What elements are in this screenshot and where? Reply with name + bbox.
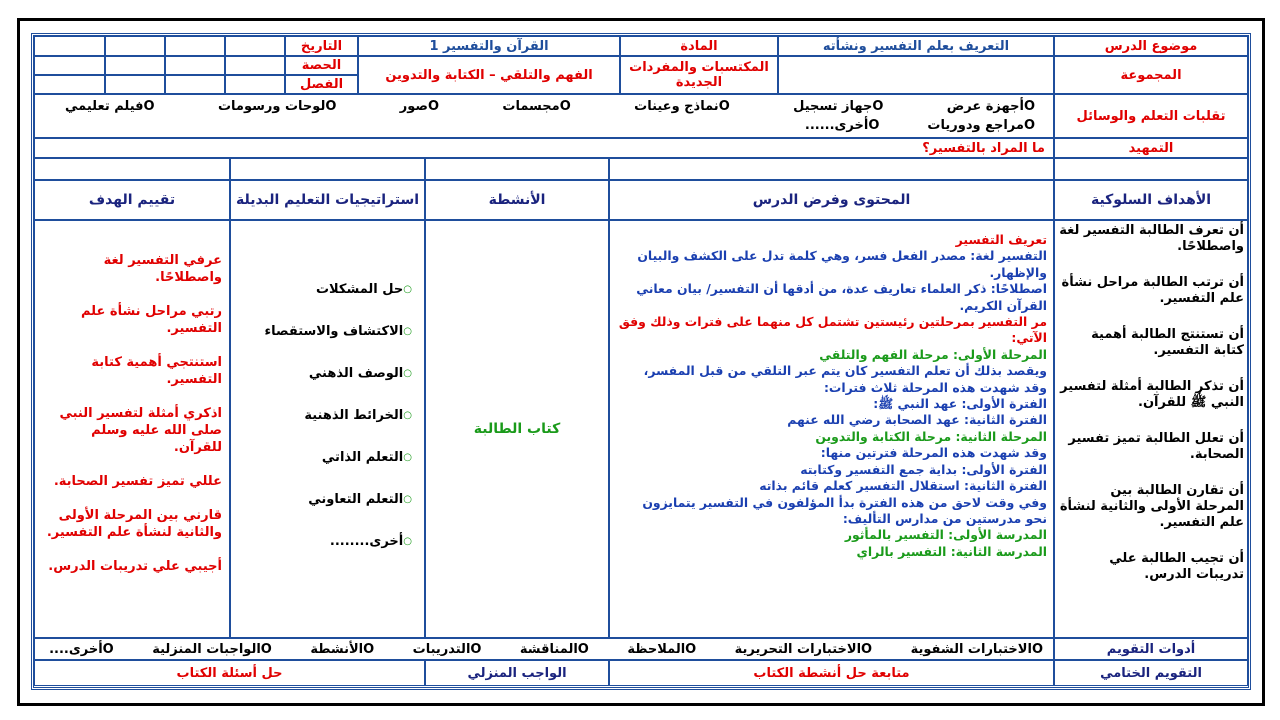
assessment-options — [34, 638, 1054, 660]
aids-option[interactable]: Oأجهزة عرض — [946, 99, 1035, 114]
date-cell — [34, 36, 105, 56]
content-line: وقد شهدت هذه المرحلة فترتين منها: — [820, 445, 1047, 461]
assessment-option[interactable]: Oأخرى.... — [49, 641, 114, 657]
strategy-item[interactable]: ○ التعلم الذاتي — [321, 450, 412, 465]
content-line: التفسير لغة: مصدر الفعل فسر، وهي كلمة تدل على الكشف والبيان والإظهار. — [637, 248, 1047, 280]
vocab-label: المكتسبات والمفردات الجديدة — [620, 56, 778, 94]
content-line: المدرسة الأولى: التفسير بالمأثور — [844, 527, 1047, 543]
assessment-option[interactable]: Oالواجبات المنزلية — [152, 641, 272, 657]
strategy-item[interactable]: ○ التعلم التعاوني — [308, 492, 412, 507]
content-line: المرحلة الأولى: مرحلة الفهم والتلقي — [819, 346, 1047, 362]
evaluation-item: قارني بين المرحلة الأولى والثانية لنشأة علم التفسير. — [46, 508, 222, 540]
goal-item: أن تذكر الطالبة أمثلة لتفسير النبي ﷺ للقرآن. — [1060, 379, 1244, 410]
content-line: الفترة الأولى: عهد النبي ﷺ: — [873, 396, 1047, 412]
content-line: المرحلة الثانية: مرحلة الكتابة والتدوين — [815, 428, 1047, 444]
subject-value: القرآن والتفسير 1 — [358, 36, 620, 56]
homework-value: حل أسئلة الكتاب — [34, 660, 425, 686]
spacer-cell — [1054, 158, 1248, 180]
evaluation-item: عرفي التفسير لغة واصطلاحًا. — [103, 253, 222, 285]
strategies-header: استراتيجيات التعليم البديلة — [230, 180, 425, 220]
evaluation-item: عللي تميز تفسير الصحابة. — [53, 474, 222, 489]
assessment-option[interactable]: Oالاختبارات التحريرية — [734, 641, 873, 657]
assessment-option[interactable]: Oالمناقشة — [519, 641, 589, 657]
topic-value: التعريف بعلم التفسير ونشأته — [778, 36, 1054, 56]
goals-header: الأهداف السلوكية — [1054, 180, 1248, 220]
aids-option[interactable]: Oمراجع ودوريات — [927, 118, 1035, 133]
content-line: مر التفسير بمرحلتين رئيستين تشتمل كل منهما على فترات وذلك وفق الآتي: — [618, 314, 1047, 346]
goal-item: أن تعرف الطالبة التفسير لغة واصطلاحًا. — [1059, 223, 1244, 254]
assessment-label: أدوات التقويم — [1054, 638, 1248, 660]
content-line: الفترة الثانية: استقلال التفسير كعلم قائم بذاته — [759, 478, 1047, 494]
class-cell — [225, 75, 285, 94]
goal-item: أن تستنتج الطالبة أهمية كتابة التفسير. — [1091, 327, 1244, 358]
topic-label: موضوع الدرس — [1054, 36, 1248, 56]
period-cell — [105, 56, 165, 75]
strategy-item[interactable]: ○ الوصف الذهني — [308, 366, 412, 381]
strategy-item[interactable]: ○ الاكتشاف والاستقصاء — [264, 324, 412, 339]
class-cell — [105, 75, 165, 94]
period-cell — [34, 56, 105, 75]
class-label: الفصل — [285, 75, 358, 94]
period-cell — [225, 56, 285, 75]
period-label: الحصة — [285, 56, 358, 75]
class-cell — [165, 75, 225, 94]
strategy-item[interactable]: ○ أخرى........ — [329, 534, 412, 549]
goals-list — [1058, 223, 1244, 603]
aids-option[interactable]: Oنماذج وعينات — [634, 99, 730, 114]
activities-value: كتاب الطالبة — [425, 220, 609, 638]
evaluation-item: رتبي مراحل نشأة علم التفسير. — [80, 304, 222, 336]
content-line: الفترة الثانية: عهد الصحابة رضي الله عنهم — [787, 412, 1047, 428]
date-cell — [105, 36, 165, 56]
final-value: متابعة حل أنشطة الكتاب — [609, 660, 1054, 686]
strategies-list — [240, 282, 412, 576]
goal-item: أن تعلل الطالبة تميز تفسير الصحابة. — [1068, 431, 1244, 462]
aids-options — [34, 94, 1054, 138]
intro-label: التمهيد — [1054, 138, 1248, 158]
evaluation-list — [44, 252, 222, 592]
date-label: التاريخ — [285, 36, 358, 56]
final-label: التقويم الختامي — [1054, 660, 1248, 686]
activities-header: الأنشطة — [425, 180, 609, 220]
goal-item: أن ترتب الطالبة مراحل نشأة علم التفسير. — [1061, 275, 1244, 306]
spacer-cell — [34, 158, 230, 180]
evaluation-header: تقييم الهدف — [34, 180, 230, 220]
content-line: الفترة الأولى: بداية جمع التفسير وكتابته — [800, 461, 1047, 477]
content-line: وفي وقت لاحق من هذه الفترة بدأ المؤلفون في التفسير يتمايزون نحو مدرستين من مدارس التأليف: — [642, 494, 1047, 526]
aids-option[interactable]: Oصور — [399, 99, 440, 114]
content-line: اصطلاحًا: ذكر العلماء تعاريف عدة، من أدقها أن التفسير/ بيان معاني القرآن الكريم. — [636, 281, 1047, 313]
date-cell — [165, 36, 225, 56]
spacer-cell — [230, 158, 425, 180]
period-cell — [165, 56, 225, 75]
strategy-item[interactable]: ○ حل المشكلات — [315, 282, 412, 297]
evaluation-item: اذكري أمثلة لتفسير النبي صلى الله عليه وسلم للقرآن. — [59, 406, 222, 455]
goal-item: أن تقارن الطالبة بين المرحلة الأولى والثانية لنشأة علم التفسير. — [1059, 483, 1244, 530]
assessment-option[interactable]: Oالملاحظة — [627, 641, 697, 657]
class-cell — [34, 75, 105, 94]
vocab-value: الفهم والتلقي – الكتابة والتدوين — [358, 56, 620, 94]
content-text — [617, 232, 1047, 560]
strategy-item[interactable]: ○ الخرائط الذهنية — [304, 408, 412, 423]
content-line: المدرسة الثانية: التفسير بالراي — [856, 543, 1047, 559]
aids-option[interactable]: Oأخرى...... — [804, 118, 880, 133]
aids-option[interactable]: Oمجسمات — [502, 99, 571, 114]
content-header: المحتوى وفرض الدرس — [609, 180, 1054, 220]
date-cell — [225, 36, 285, 56]
group-value — [778, 56, 1054, 94]
evaluation-item: استنتجي أهمية كتابة التفسير. — [91, 355, 222, 387]
evaluation-item: أجيبي علي تدريبات الدرس. — [48, 559, 222, 574]
content-line: ويقصد بذلك أن تعلم التفسير كان يتم عبر التلقي من قبل المفسر، وقد شهدت هذه المرحلة ثلاث فترات: — [643, 363, 1047, 395]
subject-label: المادة — [620, 36, 778, 56]
assessment-option[interactable]: Oالتدريبات — [412, 641, 482, 657]
intro-value: ما المراد بالتفسير؟ — [34, 138, 1054, 158]
homework-label: الواجب المنزلي — [425, 660, 609, 686]
aids-option[interactable]: Oلوحات ورسومات — [217, 99, 337, 114]
aids-label: تقلبات التعلم والوسائل — [1054, 94, 1248, 138]
content-line: تعريف التفسير — [955, 232, 1047, 247]
aids-option[interactable]: Oجهاز تسجيل — [793, 99, 884, 114]
goal-item: أن تجيب الطالبة علي تدريبات الدرس. — [1109, 551, 1244, 582]
spacer-cell — [425, 158, 609, 180]
spacer-cell — [609, 158, 1054, 180]
assessment-option[interactable]: Oالأنشطة — [310, 641, 375, 657]
assessment-option[interactable]: Oالاختبارات الشفوية — [910, 641, 1043, 657]
aids-option[interactable]: Oفيلم تعليمي — [65, 99, 155, 114]
group-label: المجموعة — [1054, 56, 1248, 94]
